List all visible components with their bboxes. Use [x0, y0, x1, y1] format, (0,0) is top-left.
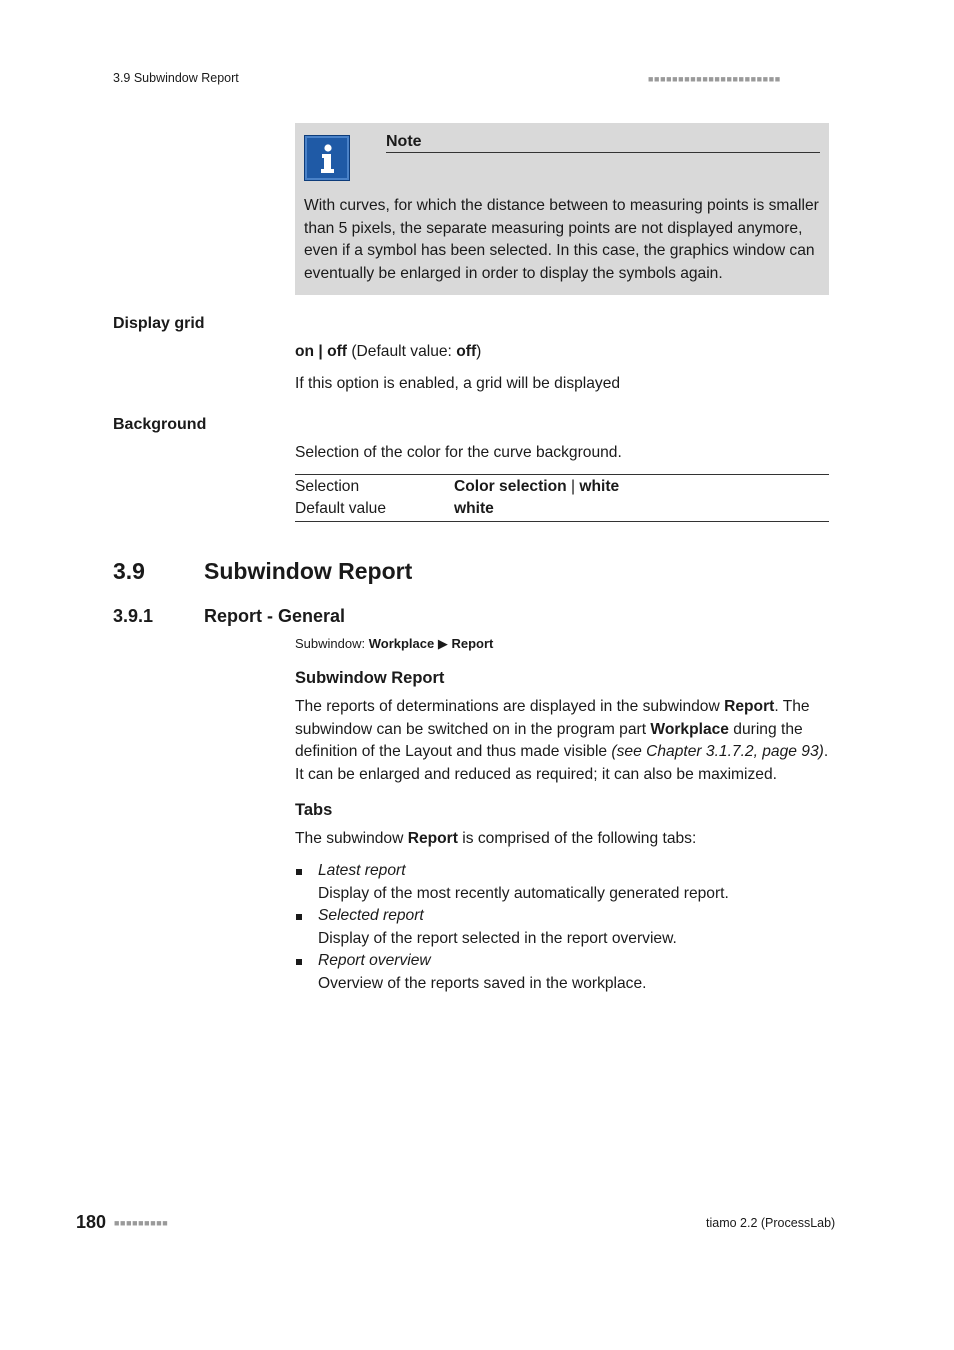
- breadcrumb: [295, 636, 493, 652]
- para-text: The reports of determinations are displayed in the subwindow: [295, 698, 725, 715]
- background-title: Background: [113, 416, 207, 433]
- selection-separator: |: [566, 478, 580, 495]
- default-value: white: [454, 500, 494, 517]
- display-grid-title: Display grid: [113, 315, 205, 332]
- page-number: 180: [76, 1212, 107, 1232]
- tabs-intro-bold: Report: [407, 830, 458, 847]
- selection-option-white: white: [579, 478, 620, 495]
- chapter-reference: (see Chapter 3.1.7.2, page 93): [611, 743, 824, 761]
- table-row: [295, 476, 829, 498]
- bullet-square-icon: [296, 869, 302, 875]
- note-body: With curves, for which the distance between to measuring points is smaller than 5 pixels, the separate measuring points are not displayed anymore, even if a symbol has been selected. In this case, the graphics window can eventually be enlarged in order to display the symbols again.: [304, 197, 819, 282]
- option-on: on: [295, 343, 315, 360]
- selection-label: Selection: [295, 478, 360, 495]
- subwindow-report-paragraph: [295, 696, 835, 786]
- default-value: off: [456, 343, 477, 360]
- tab-name: Latest report: [318, 862, 406, 879]
- option-separator: |: [314, 343, 328, 360]
- tabs-intro-prefix: The subwindow: [295, 830, 408, 847]
- para-text: . It can be enlarged and reduced as required; it can also be maximized.: [295, 743, 829, 783]
- background-description: Selection of the color for the curve background.: [295, 444, 622, 461]
- info-icon: [304, 135, 350, 181]
- tabs-heading: Tabs: [295, 801, 333, 819]
- breadcrumb-workplace: Workplace: [368, 636, 435, 651]
- display-grid-options: [295, 341, 481, 364]
- option-off: off: [327, 343, 348, 360]
- tab-name: Report overview: [318, 952, 431, 969]
- running-header: 3.9 Subwindow Report: [113, 71, 239, 85]
- display-grid-description: If this option is enabled, a grid will be displayed: [295, 375, 621, 392]
- tabs-list: [295, 860, 829, 995]
- tabs-intro-suffix: is comprised of the following tabs:: [457, 830, 697, 847]
- header-decoration: ■■■■■■■■■■■■■■■■■■■■■■: [648, 74, 781, 84]
- subsection-number: 3.9.1: [113, 606, 154, 626]
- note-title: Note: [386, 133, 820, 153]
- subsection-heading: [113, 606, 345, 627]
- default-prefix: (Default value:: [347, 343, 457, 360]
- section-number: 3.9: [113, 558, 145, 584]
- list-item: [295, 860, 829, 905]
- background-table: [295, 474, 829, 522]
- para-text: . The subwindow can be switched on in the program part: [295, 698, 810, 738]
- tab-description: Display of the most recently automatically generated report.: [318, 884, 729, 902]
- tab-name: Selected report: [318, 907, 424, 924]
- breadcrumb-prefix: Subwindow:: [295, 636, 369, 651]
- selection-values: [454, 476, 619, 498]
- bullet-square-icon: [296, 914, 302, 920]
- para-bold-report: Report: [724, 698, 775, 715]
- breadcrumb-report: Report: [451, 636, 494, 651]
- subsection-title: Report - General: [204, 606, 346, 626]
- breadcrumb-arrow: ▶: [434, 636, 452, 651]
- bullet-square-icon: [296, 959, 302, 965]
- note-box: [295, 123, 829, 295]
- product-name: tiamo 2.2 (ProcessLab): [706, 1216, 836, 1230]
- tabs-intro: [295, 828, 835, 851]
- default-label: Default value: [295, 500, 387, 517]
- subwindow-report-heading: Subwindow Report: [295, 669, 445, 687]
- default-suffix: ): [476, 343, 482, 360]
- section-title: Subwindow Report: [204, 558, 413, 584]
- table-row: [295, 498, 829, 520]
- selection-option-color: Color selection: [454, 478, 567, 495]
- para-text: during the definition of the Layout and thus made visible: [295, 720, 803, 761]
- list-item: [295, 905, 829, 950]
- para-bold-workplace: Workplace: [650, 720, 729, 738]
- tab-description: Display of the report selected in the report overview.: [318, 929, 677, 947]
- tab-description: Overview of the reports saved in the workplace.: [318, 974, 647, 992]
- list-item: [295, 950, 829, 995]
- footer-decoration: ■■■■■■■■■: [114, 1218, 169, 1228]
- section-heading: [113, 558, 412, 585]
